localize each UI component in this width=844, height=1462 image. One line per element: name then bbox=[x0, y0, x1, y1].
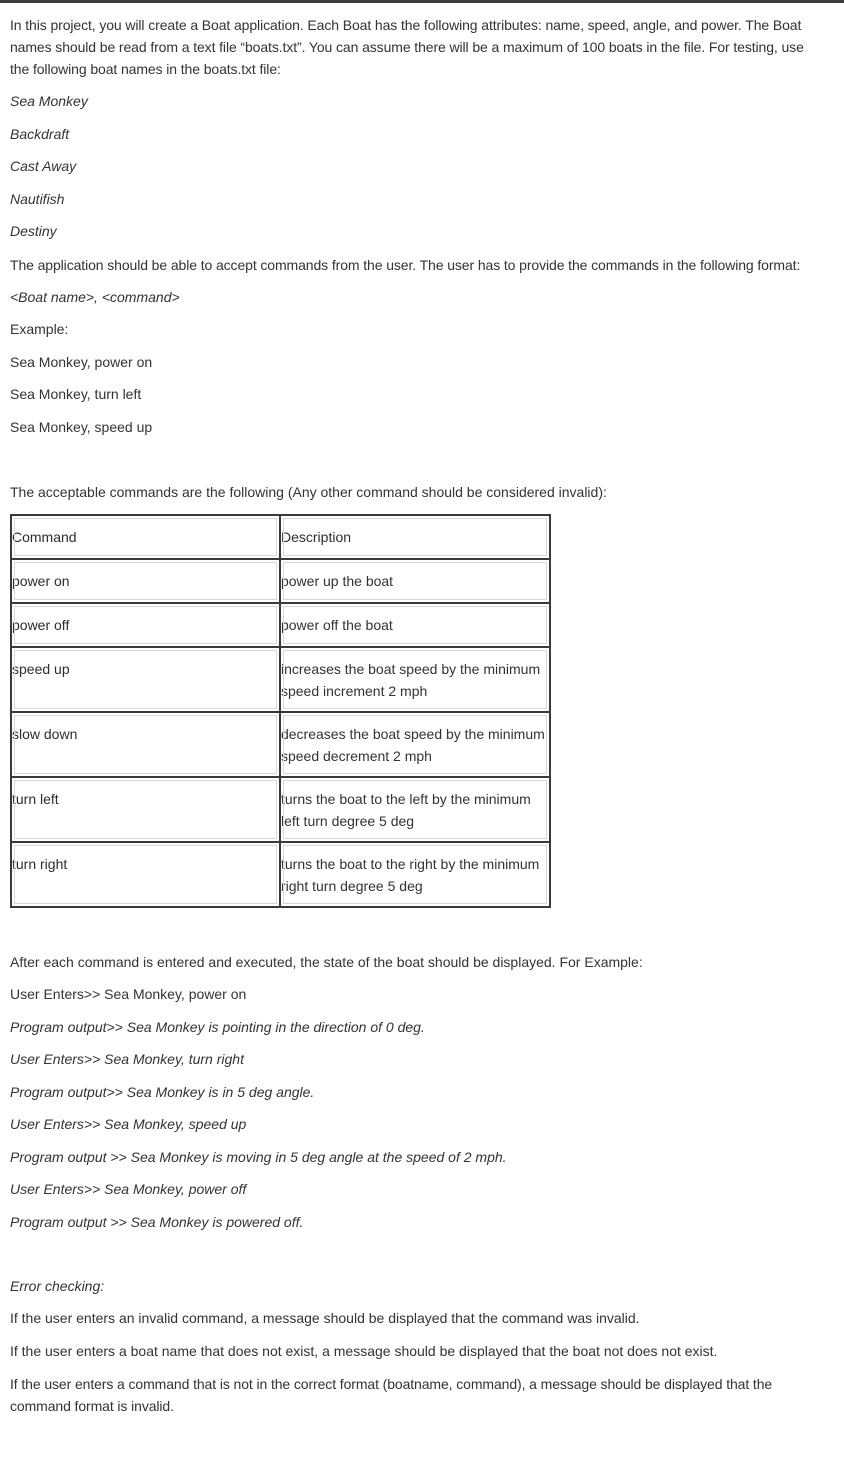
after-command-text: After each command is entered and executed, the state of the boat should be displayed. For Example: bbox=[10, 953, 643, 970]
command-cell: turn right bbox=[12, 855, 68, 872]
table-header-row bbox=[11, 515, 550, 559]
description-cell: power off the boat bbox=[280, 616, 393, 633]
intro-paragraph: In this project, you will create a Boat application. Each Boat has the following attributes: name, speed, angle, and power. The Boat names should be read from a text file “boats.txt”. You can assume there will be a maximum of 100 boats in the file. For testing, use the following boat names in the boats.txt file: bbox=[10, 17, 804, 77]
table-row bbox=[11, 842, 550, 907]
acceptable-commands-text: The acceptable commands are the following (Any other command should be considered invalid): bbox=[10, 483, 607, 500]
example-label: Example: bbox=[10, 321, 69, 337]
session-line: Program output >> Sea Monkey is moving in 5 deg angle at the speed of 2 mph. bbox=[10, 1148, 507, 1165]
command-cell: slow down bbox=[12, 725, 78, 742]
boat-name: Destiny bbox=[10, 223, 57, 239]
example-command: Sea Monkey, speed up bbox=[10, 418, 153, 435]
error-checking-title: Error checking: bbox=[10, 1277, 105, 1294]
format-line: <Boat name>, <command> bbox=[10, 288, 180, 305]
command-cell: power on bbox=[12, 572, 70, 589]
commands-table bbox=[10, 514, 551, 908]
command-cell: speed up bbox=[12, 660, 70, 677]
boat-name-list bbox=[10, 91, 810, 241]
accept-paragraph: The application should be able to accept commands from the user. The user has to provide the commands in the following format: bbox=[10, 256, 801, 273]
boat-name: Backdraft bbox=[10, 125, 70, 142]
boat-name: Sea Monkey bbox=[10, 93, 88, 109]
session-line: Program output >> Sea Monkey is powered off. bbox=[10, 1213, 304, 1230]
table-row bbox=[11, 603, 550, 647]
description-cell: turns the boat to the right by the minimum right turn degree 5 deg bbox=[280, 855, 540, 894]
boat-name: Nautifish bbox=[10, 190, 65, 207]
example-command: Sea Monkey, power on bbox=[10, 353, 153, 370]
description-cell: turns the boat to the left by the minimum left turn degree 5 deg bbox=[280, 790, 531, 829]
header-command: Command bbox=[12, 528, 77, 545]
table-row bbox=[11, 559, 550, 603]
error-rule: If the user enters an invalid command, a message should be displayed that the command was invalid. bbox=[10, 1310, 640, 1326]
session-line: Program output>> Sea Monkey is pointing in the direction of 0 deg. bbox=[10, 1018, 425, 1035]
boat-name: Cast Away bbox=[10, 158, 77, 174]
example-command: Sea Monkey, turn left bbox=[10, 386, 142, 402]
session-line: User Enters>> Sea Monkey, power off bbox=[10, 1181, 247, 1197]
description-cell: increases the boat speed by the minimum speed increment 2 mph bbox=[280, 660, 541, 699]
description-cell: decreases the boat speed by the minimum speed decrement 2 mph bbox=[280, 725, 545, 764]
session-line: Program output>> Sea Monkey is in 5 deg angle. bbox=[10, 1083, 315, 1100]
session-line: User Enters>> Sea Monkey, power on bbox=[10, 986, 247, 1002]
session-line: User Enters>> Sea Monkey, speed up bbox=[10, 1116, 247, 1132]
error-rule: If the user enters a boat name that does not exist, a message should be displayed that the boat not does not exist. bbox=[10, 1342, 718, 1359]
table-row bbox=[11, 777, 550, 842]
table-row bbox=[11, 712, 550, 777]
document-body bbox=[10, 14, 810, 1417]
top-border bbox=[0, 0, 844, 3]
error-rule: If the user enters a command that is not in the correct format (boatname, command), a message should be displayed that the command format is invalid. bbox=[10, 1376, 773, 1414]
table-row bbox=[11, 647, 550, 712]
command-cell: power off bbox=[12, 616, 70, 633]
command-cell: turn left bbox=[12, 790, 59, 807]
header-description: Description bbox=[280, 528, 352, 545]
description-cell: power up the boat bbox=[280, 572, 394, 589]
session-line: User Enters>> Sea Monkey, turn right bbox=[10, 1051, 244, 1067]
